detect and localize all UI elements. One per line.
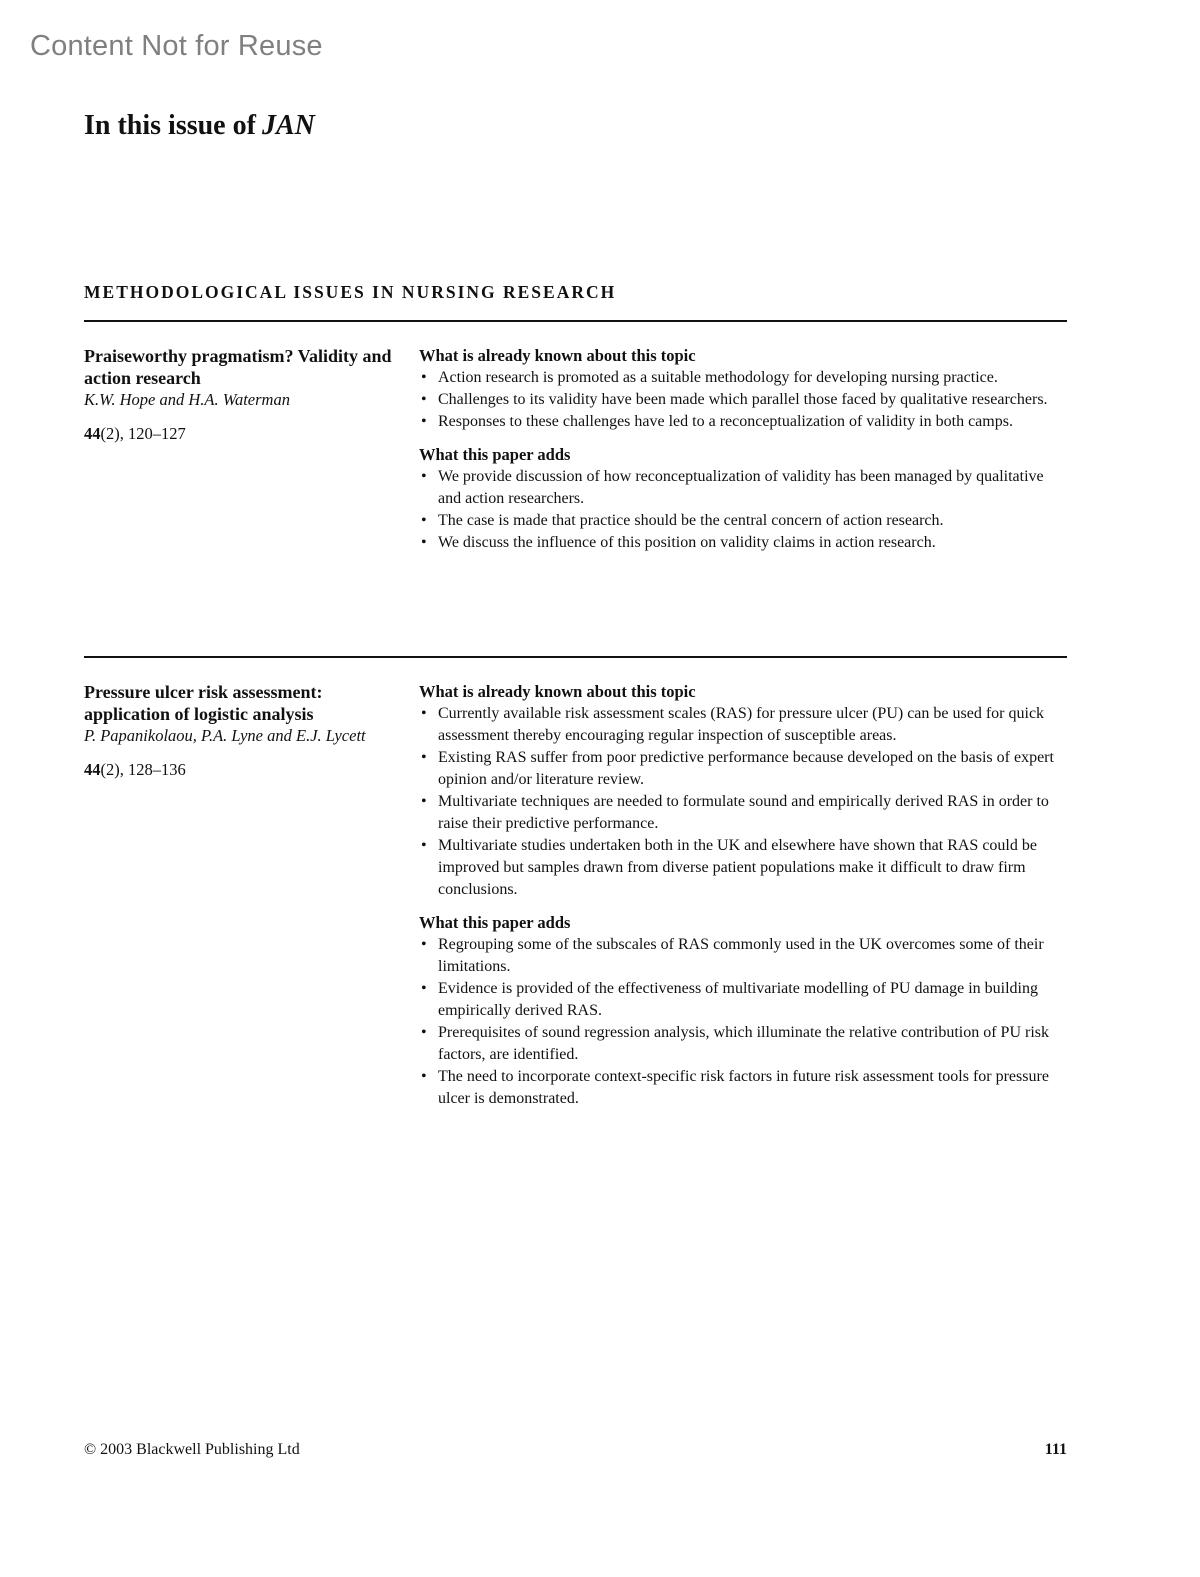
article-volume: 44 <box>84 424 101 443</box>
bullet-icon: • <box>421 705 427 722</box>
bullet-icon: • <box>421 936 427 953</box>
article-authors: P. Papanikolaou, P.A. Lyne and E.J. Lycett <box>84 726 366 745</box>
adds-list <box>419 934 1067 1110</box>
list-item-text: Prerequisites of sound regression analysis, which illuminate the relative contribution of PU risk factors, are identified. <box>438 1024 1049 1063</box>
known-heading: What is already known about this topic <box>419 682 696 701</box>
article-summary-box <box>419 681 1067 1110</box>
journal-name: JAN <box>261 110 315 141</box>
list-item <box>419 934 1067 978</box>
list-item-text: Regrouping some of the subscales of RAS commonly used in the UK overcomes some of their limitations. <box>438 936 1044 975</box>
article-reference <box>84 759 394 781</box>
list-item <box>419 703 1067 747</box>
list-item-text: The case is made that practice should be the central concern of action research. <box>438 512 944 529</box>
list-item-text: Action research is promoted as a suitable methodology for developing nursing practice. <box>438 369 998 386</box>
list-item-text: Evidence is provided of the effectiveness of multivariate modelling of PU damage in building empirically derived RAS. <box>438 980 1038 1019</box>
list-item-text: Multivariate techniques are needed to formulate sound and empirically derived RAS in order to raise their predictive performance. <box>438 793 1049 832</box>
bullet-icon: • <box>421 369 427 386</box>
known-list <box>419 367 1067 433</box>
list-item <box>419 978 1067 1022</box>
list-item <box>419 389 1067 411</box>
bullet-icon: • <box>421 534 427 551</box>
copyright-notice: © 2003 Blackwell Publishing Ltd <box>84 1441 300 1458</box>
bullet-icon: • <box>421 749 427 766</box>
adds-heading: What this paper adds <box>419 913 571 932</box>
bullet-icon: • <box>421 512 427 529</box>
article-citation <box>84 345 394 445</box>
article-summary-box <box>419 345 1067 554</box>
list-item-text: Multivariate studies undertaken both in the UK and elsewhere have shown that RAS could be improved but samples drawn from diverse patient populations make it difficult to draw firm conclusions. <box>438 837 1037 898</box>
page-title <box>84 110 315 142</box>
list-item-text: Currently available risk assessment scales (RAS) for pressure ulcer (PU) can be used for quick assessment thereby encouraging regular inspection of susceptible areas. <box>438 705 1045 744</box>
bullet-icon: • <box>421 1024 427 1041</box>
list-item-text: Existing RAS suffer from poor predictive performance because developed on the basis of expert opinion and/or literature review. <box>438 749 1054 788</box>
section-divider <box>84 320 1067 322</box>
watermark-text: Content Not for Reuse <box>30 30 323 62</box>
known-list <box>419 703 1067 901</box>
page-number: 111 <box>1044 1441 1067 1458</box>
list-item-text: The need to incorporate context-specific risk factors in future risk assessment tools for pressure ulcer is demonstrated. <box>438 1068 1049 1107</box>
list-item <box>419 1066 1067 1110</box>
section-heading: METHODOLOGICAL ISSUES IN NURSING RESEARCH <box>84 282 617 302</box>
article-divider <box>84 656 1067 658</box>
bullet-icon: • <box>421 413 427 430</box>
list-item-text: We provide discussion of how reconceptualization of validity has been managed by qualitative and action researchers. <box>438 468 1044 507</box>
list-item <box>419 747 1067 791</box>
bullet-icon: • <box>421 468 427 485</box>
list-item <box>419 510 1067 532</box>
list-item <box>419 466 1067 510</box>
list-item <box>419 532 1067 554</box>
article-authors: K.W. Hope and H.A. Waterman <box>84 390 290 409</box>
adds-heading: What this paper adds <box>419 445 571 464</box>
known-heading: What is already known about this topic <box>419 346 696 365</box>
list-item <box>419 791 1067 835</box>
list-item <box>419 835 1067 901</box>
list-item <box>419 367 1067 389</box>
list-item-text: Responses to these challenges have led to a reconceptualization of validity in both camps. <box>438 413 1013 430</box>
page-title-prefix: In this issue of <box>84 110 256 141</box>
bullet-icon: • <box>421 1068 427 1085</box>
article-citation <box>84 681 394 781</box>
article-volume: 44 <box>84 760 101 779</box>
article-reference <box>84 423 394 445</box>
bullet-icon: • <box>421 793 427 810</box>
article-title: Praiseworthy pragmatism? Validity and action research <box>84 346 392 388</box>
bullet-icon: • <box>421 837 427 854</box>
list-item <box>419 1022 1067 1066</box>
article-title: Pressure ulcer risk assessment: application of logistic analysis <box>84 682 323 724</box>
bullet-icon: • <box>421 980 427 997</box>
list-item-text: We discuss the influence of this position on validity claims in action research. <box>438 534 936 551</box>
bullet-icon: • <box>421 391 427 408</box>
article-issue-pages: (2), 128–136 <box>100 760 186 779</box>
article-issue-pages: (2), 120–127 <box>100 424 186 443</box>
list-item <box>419 411 1067 433</box>
adds-list <box>419 466 1067 554</box>
list-item-text: Challenges to its validity have been made which parallel those faced by qualitative researchers. <box>438 391 1048 408</box>
